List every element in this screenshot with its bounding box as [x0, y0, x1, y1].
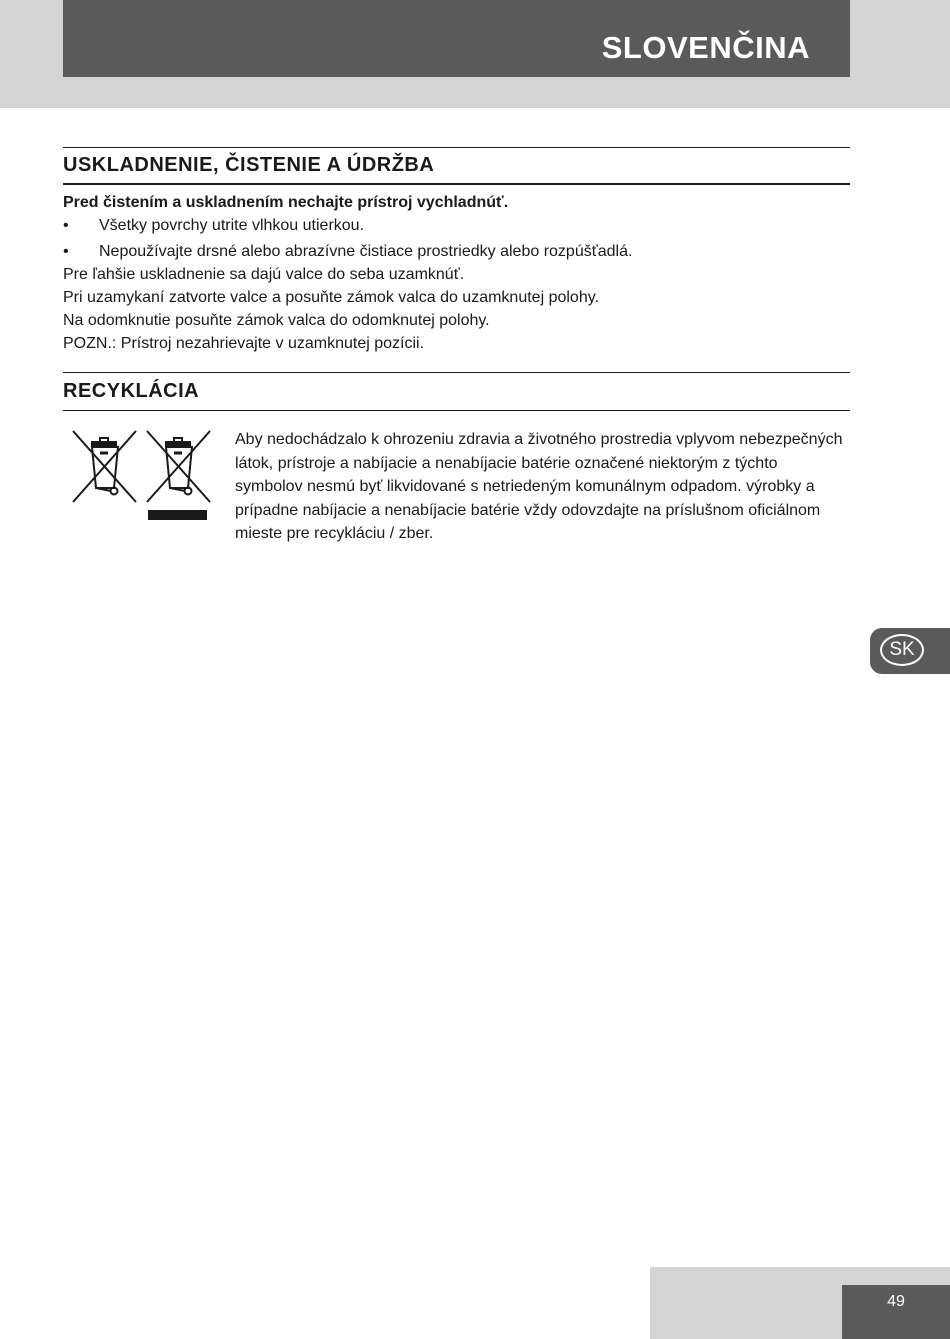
weee-symbols-svg: [68, 428, 213, 524]
language-tab: [870, 628, 950, 674]
storage-line: Pri uzamykaní zatvorte valce a posuňte zámok valca do uzamknutej polohy.: [63, 289, 599, 306]
section-title-storage: USKLADNENIE, ČISTENIE A ÚDRŽBA: [63, 154, 435, 176]
bullet-text: Nepoužívajte drsné alebo abrazívne čistiace prostriedky alebo rozpúšťadlá.: [99, 243, 633, 260]
footer-page-box: [842, 1285, 950, 1339]
divider: [63, 372, 850, 373]
storage-intro: Pred čistením a uskladnením nechajte prístroj vychladnúť.: [63, 194, 509, 211]
header-title-box: [63, 0, 850, 77]
divider: [63, 410, 850, 411]
list-item: [63, 240, 850, 263]
list-item: [63, 214, 850, 237]
language-title: SLOVENČINA: [601, 30, 810, 65]
weee-symbols: [68, 428, 213, 529]
bullet-marker: •: [63, 217, 69, 234]
divider: [63, 183, 850, 185]
storage-body: [63, 191, 850, 355]
divider: [63, 147, 850, 148]
storage-line: Pre ľahšie uskladnenie sa dajú valce do seba uzamknúť.: [63, 266, 465, 283]
page-number: 49: [887, 1293, 905, 1310]
recycling-text: Aby nedochádzalo k ohrozeniu zdravia a životného prostredia vplyvom nebezpečných látok, prístroje a nabíjacie a nenabíjacie batérie označené niektorým z týchto symbolov nesmú byť likvidované s netriedeným komunálnym odpadom. výrobky a prípadne nabíjacie a nenabíjacie batérie vždy odovzdajte na príslušnom oficiálnom mieste pre recykláciu / zber.: [235, 431, 843, 542]
crossed-wheelie-bin-with-bar-icon: [147, 431, 210, 520]
storage-note: POZN.: Prístroj nezahrievajte v uzamknutej pozícii.: [63, 335, 425, 352]
storage-line: Na odomknutie posuňte zámok valca do odomknutej polohy.: [63, 312, 490, 329]
language-code-badge: SK: [880, 634, 924, 666]
bullet-marker: •: [63, 243, 69, 260]
crossed-wheelie-bin-icon: [73, 431, 136, 502]
section-title-recycling: RECYKLÁCIA: [63, 380, 200, 402]
bullet-text: Všetky povrchy utrite vlhkou utierkou.: [99, 217, 365, 234]
